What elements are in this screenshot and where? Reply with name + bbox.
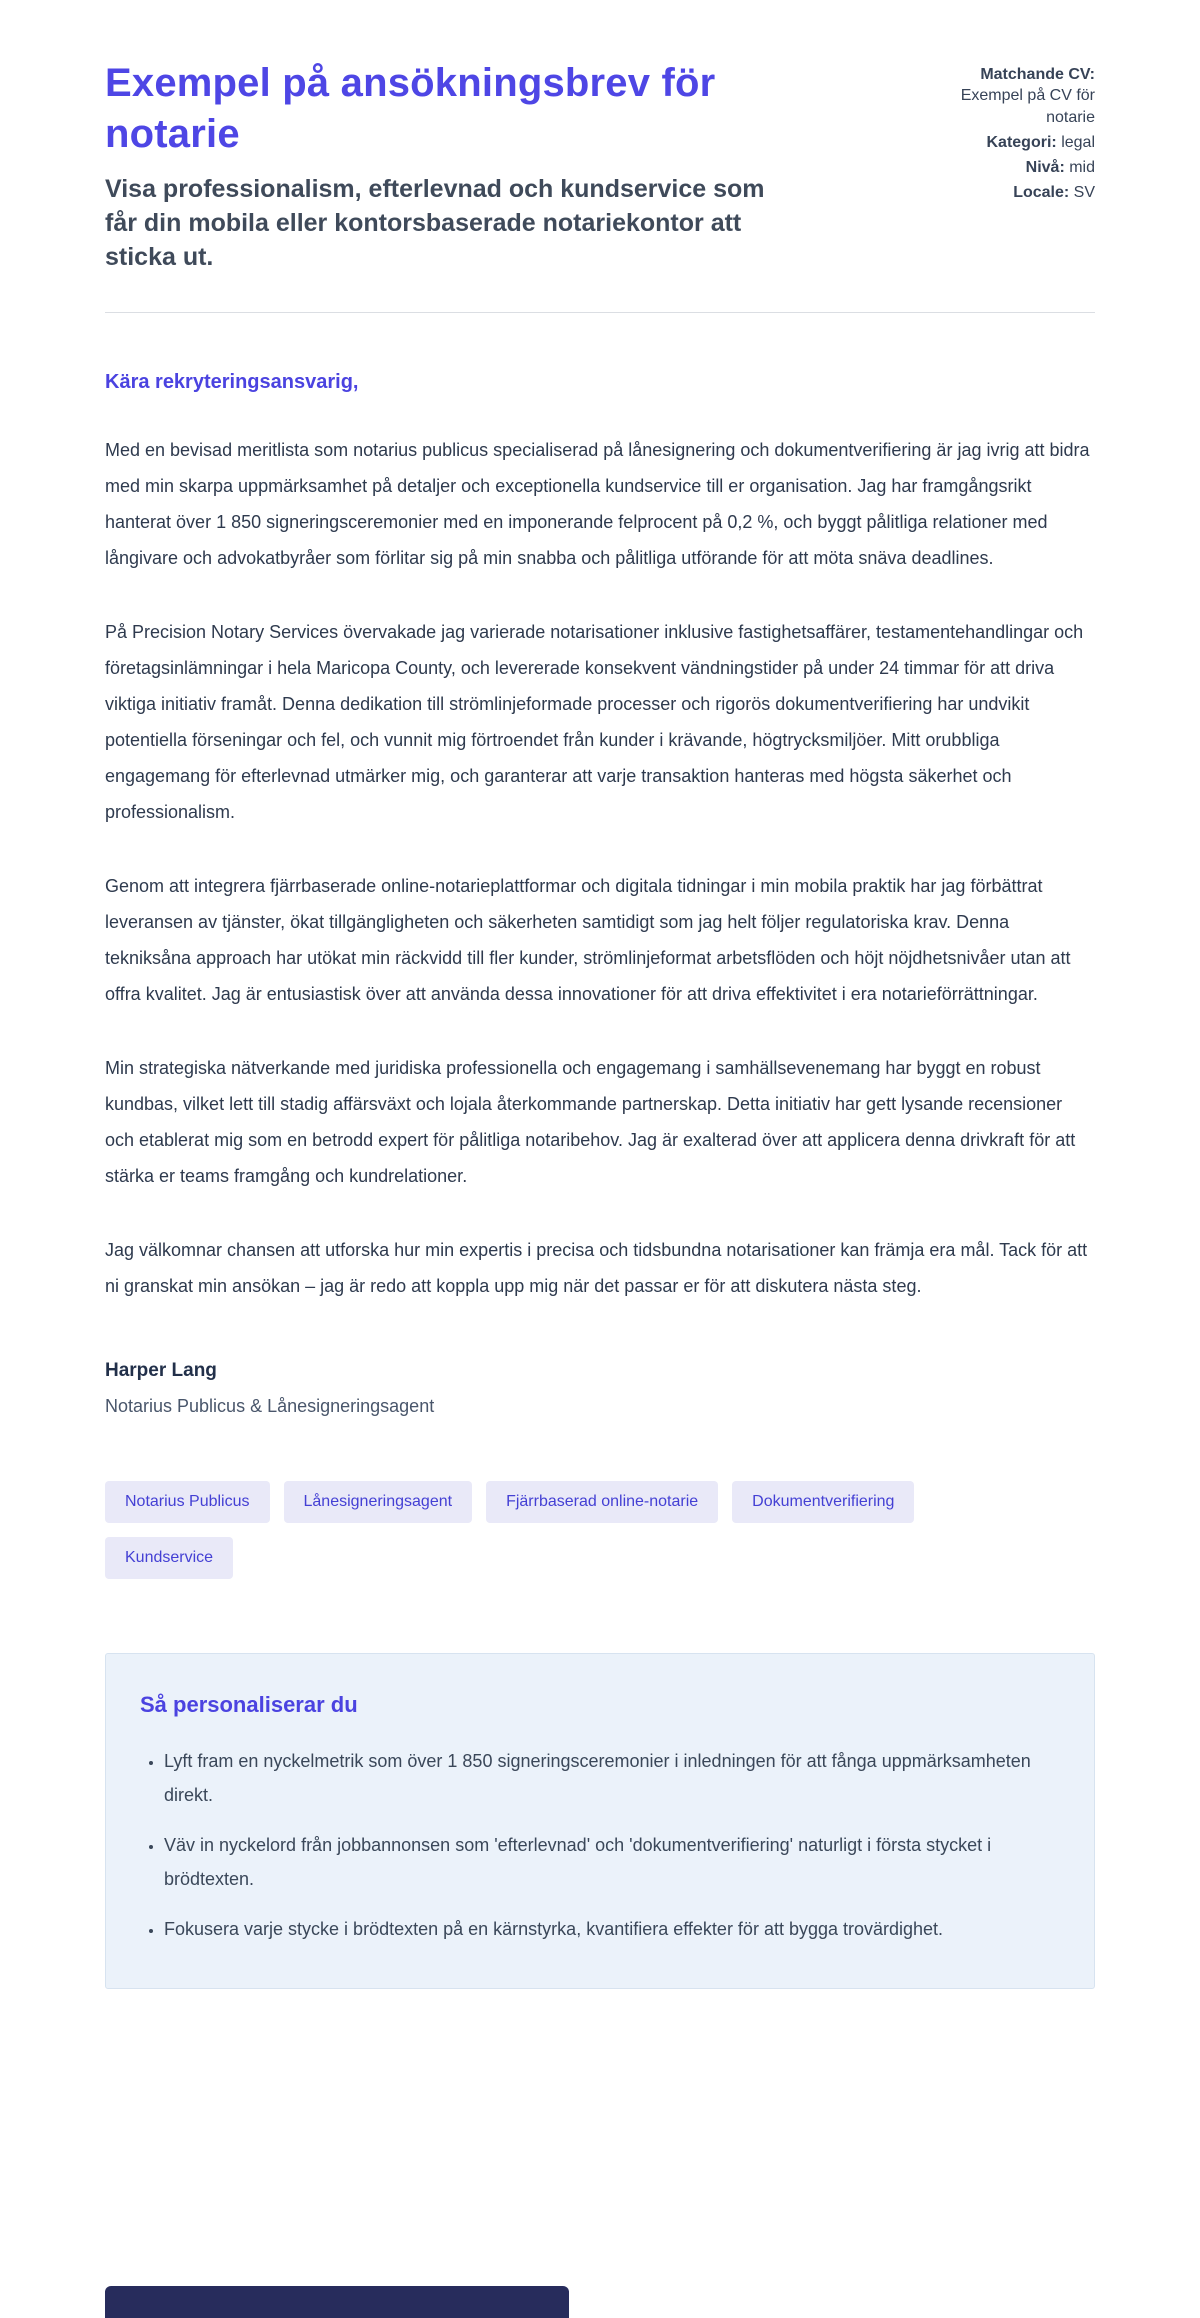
meta-value: SV [1073, 184, 1095, 202]
letter-paragraph: Jag välkomnar chansen att utforska hur min expertis i precisa och tidsbundna notarisationer kan främja era mål. Tack för att ni granskat min ansökan – jag är redo att koppla upp mig när det passar er för att diskutera nästa steg. [105, 1240, 1088, 1297]
tips-item: • Lyft fram en nyckelmetrik som över 1 850 signeringsceremonier i inledningen för att fånga uppmärksamheten direkt. [164, 1744, 1054, 1812]
meta-label: Nivå: [1025, 159, 1065, 177]
tag-list [105, 1481, 1005, 1579]
meta-label: Matchande CV: [980, 66, 1095, 83]
bottom-cta-bar-cutoff[interactable] [105, 2286, 569, 2318]
tag-chip-dokumentverifiering[interactable]: Dokumentverifiering [732, 1481, 914, 1523]
meta-value: mid [1069, 159, 1095, 177]
letter-paragraph: På Precision Notary Services övervakade jag varierade notarisationer inklusive fastighetsaffärer, testamentehandlingar och företagsinlämningar i hela Maricopa County, och levererade konsekvent vändningstider på under 24 timmar för att driva viktiga initiativ framåt. Denna dedikation till strömlinjeformade processer och rigorös dokumentverifiering har undvikit potentiella förseningar och fel, och vunnit mig förtroendet från kunder i krävande, högtrycksmiljöer. Mitt orubbliga engagemang för efterlevnad utmärker mig, och garanterar att varje transaktion hanteras med högsta säkerhet och professionalism. [105, 622, 1084, 823]
letter-paragraph: Min strategiska nätverkande med juridiska professionella och engagemang i samhällsevenemang har byggt en robust kundbas, vilket lett till stadig affärsväxt och lojala återkommande partnerskap. Detta initiativ har gett lysande recensioner och etablerat mig som en betrodd expert för pålitliga notaribehov. Jag är exalterad över att applicera denna drivkraft för att stärka er teams framgång och kundrelationer. [105, 1058, 1076, 1187]
personalization-tips-box [105, 1653, 1095, 1989]
letter-paragraph: Med en bevisad meritlista som notarius publicus specialiserad på lånesignering och dokumentverifiering är jag ivrig att bidra med min skarpa uppmärksamhet på detaljer och exceptionella kundservice till er organisation. Jag har framgångsrikt hanterat över 1 850 signeringsceremonier med en imponerande felprocent på 0,2 %, och byggt pålitliga relationer med långivare och advokatbyråer som förlitar sig på min snabba och pålitliga utförande för att möta snäva deadlines. [105, 440, 1090, 569]
meta-row [915, 132, 1095, 153]
tips-item: • Fokusera varje stycke i brödtexten på en kärnstyrka, kvantifiera effekter för att bygga trovärdighet. [164, 1912, 1054, 1946]
header [105, 58, 1095, 274]
tips-list [140, 1744, 1054, 1946]
cover-letter-body [105, 371, 1095, 1417]
meta-value: Exempel på CV för notarie [960, 87, 1095, 126]
tips-item: • Väv in nyckelord från jobbannonsen som 'efterlevnad' och 'dokumentverifiering' naturligt i första stycket i brödtexten. [164, 1828, 1054, 1896]
signature-name: Harper Lang [105, 1360, 217, 1382]
meta-row [915, 157, 1095, 178]
tips-title: Så personaliserar du [140, 1692, 358, 1718]
meta-row [915, 64, 1095, 128]
tag-chip-kundservice[interactable]: Kundservice [105, 1537, 233, 1579]
meta-label: Kategori: [986, 133, 1057, 151]
header-title-block [105, 58, 840, 274]
tag-chip-notarius-publicus[interactable]: Notarius Publicus [105, 1481, 270, 1523]
page-subtitle: Visa professionalism, efterlevnad och kundservice som får din mobila eller kontorsbaserade notariekontor att sticka ut. [105, 175, 765, 272]
meta-label: Locale: [1013, 184, 1070, 202]
page-title: Exempel på ansökningsbrev för notarie [105, 61, 716, 157]
letter-paragraph: Genom att integrera fjärrbaserade online-notarieplattformar och digitala tidningar i min mobila praktik har jag förbättrat leveransen av tjänster, ökat tillgängligheten och säkerheten samtidigt som jag helt följer regulatoriska krav. Denna tekniksåna approach har utökat min räckvidd till fler kunder, strömlinjeformat arbetsflöden och höjt nöjdhetsnivåer utan att offra kvalitet. Jag är entusiastisk över att använda dessa innovationer för att driva effektivitet i era notarieförrättningar. [105, 876, 1071, 1005]
tag-chip-lanesigneringsagent[interactable]: Lånesigneringsagent [284, 1481, 473, 1523]
meta-value: legal [1061, 133, 1095, 151]
signature-block [105, 1360, 1095, 1417]
content-container [105, 0, 1095, 1989]
meta-row [915, 182, 1095, 203]
header-divider [105, 312, 1095, 313]
letter-greeting: Kära rekryteringsansvarig, [105, 371, 359, 394]
header-meta [915, 58, 1095, 208]
tag-chip-fjarrbaserad-online-notarie[interactable]: Fjärrbaserad online-notarie [486, 1481, 718, 1523]
signature-role: Notarius Publicus & Lånesigneringsagent [105, 1396, 435, 1417]
